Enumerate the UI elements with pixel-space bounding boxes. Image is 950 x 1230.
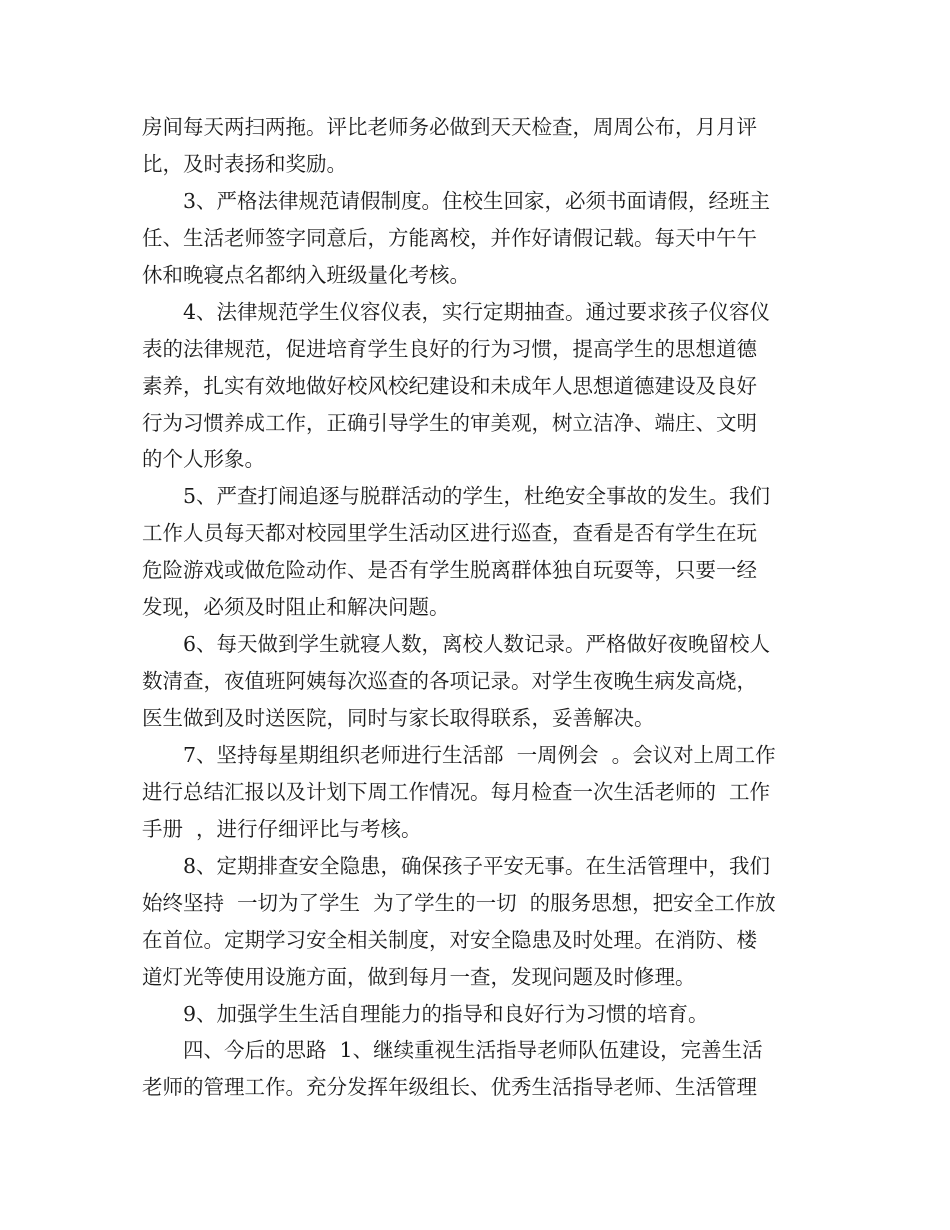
paragraph-start-line: 5、严查打闹追逐与脱群活动的学生，杜绝安全事故的发生。我们 bbox=[183, 484, 771, 509]
paragraph-start-line: 3、严格法律规范请假制度。住校生回家，必须书面请假，经班主 bbox=[183, 188, 771, 213]
text-line: 工作人员每天都对校园里学生活动区进行巡查，查看是否有学生在玩 bbox=[142, 521, 757, 546]
document-body bbox=[142, 109, 812, 1106]
text-line: 危险游戏或做危险动作、是否有学生脱离群体独自玩耍等，只要一经 bbox=[142, 558, 757, 583]
text-line: 始终坚持 一切为了学生 为了学生的一切 的服务思想，把安全工作放 bbox=[142, 890, 776, 915]
text-line: 表的法律规范，促进培育学生良好的行为习惯，提高学生的思想道德 bbox=[142, 336, 757, 361]
text-line: 道灯光等使用设施方面，做到每月一查，发现问题及时修理。 bbox=[142, 964, 696, 989]
text-line: 老师的管理工作。充分发挥年级组长、优秀生活指导老师、生活管理 bbox=[142, 1075, 757, 1100]
text-line: 医生做到及时送医院，同时与家长取得联系，妥善解决。 bbox=[142, 706, 655, 730]
text-line: 房间每天两扫两拖。评比老师务必做到天天检查，周周公布，月月评 bbox=[142, 115, 757, 139]
text-line: 数清查，夜值班阿姨每次巡查的各项记录。对学生夜晚生病发高烧， bbox=[142, 669, 757, 694]
text-line: 任、生活老师签字同意后，方能离校，并作好请假记载。每天中午午 bbox=[142, 225, 757, 250]
paragraph-start-line: 9、加强学生生活自理能力的指导和良好行为习惯的培育。 bbox=[183, 1001, 709, 1026]
text-line: 进行总结汇报以及计划下周工作情况。每月检查一次生活老师的 工作 bbox=[142, 779, 771, 804]
text-line: 在首位。定期学习安全相关制度，对安全隐患及时处理。在消防、楼 bbox=[142, 927, 757, 952]
text-line: 休和晚寝点名都纳入班级量化考核。 bbox=[142, 262, 470, 287]
text-line: 素养，扎实有效地做好校风校纪建设和未成年人思想道德建设及良好 bbox=[142, 373, 757, 398]
paragraph-start-line: 6、每天做到学生就寝人数，离校人数记录。严格做好夜晚留校人 bbox=[183, 632, 771, 657]
section-heading-line: 四、今后的思路 1、继续重视生活指导老师队伍建设，完善生活 bbox=[183, 1038, 763, 1063]
text-line: 发现，必须及时阻止和解决问题。 bbox=[142, 595, 450, 620]
text-line: 行为习惯养成工作，正确引导学生的审美观，树立洁净、端庄、文明 bbox=[142, 410, 757, 435]
text-line: 的个人形象。 bbox=[142, 447, 265, 472]
text-line: 手册 ，进行仔细评比与考核。 bbox=[142, 816, 422, 841]
paragraph-start-line: 7、坚持每星期组织老师进行生活部 一周例会 。会议对上周工作 bbox=[183, 742, 776, 767]
paragraph-start-line: 4、法律规范学生仪容仪表，实行定期抽查。通过要求孩子仪容仪 bbox=[183, 299, 771, 324]
paragraph-start-line: 8、定期排查安全隐患，确保孩子平安无事。在生活管理中，我们 bbox=[183, 853, 771, 878]
text-line: 比，及时表扬和奖励。 bbox=[142, 151, 347, 176]
